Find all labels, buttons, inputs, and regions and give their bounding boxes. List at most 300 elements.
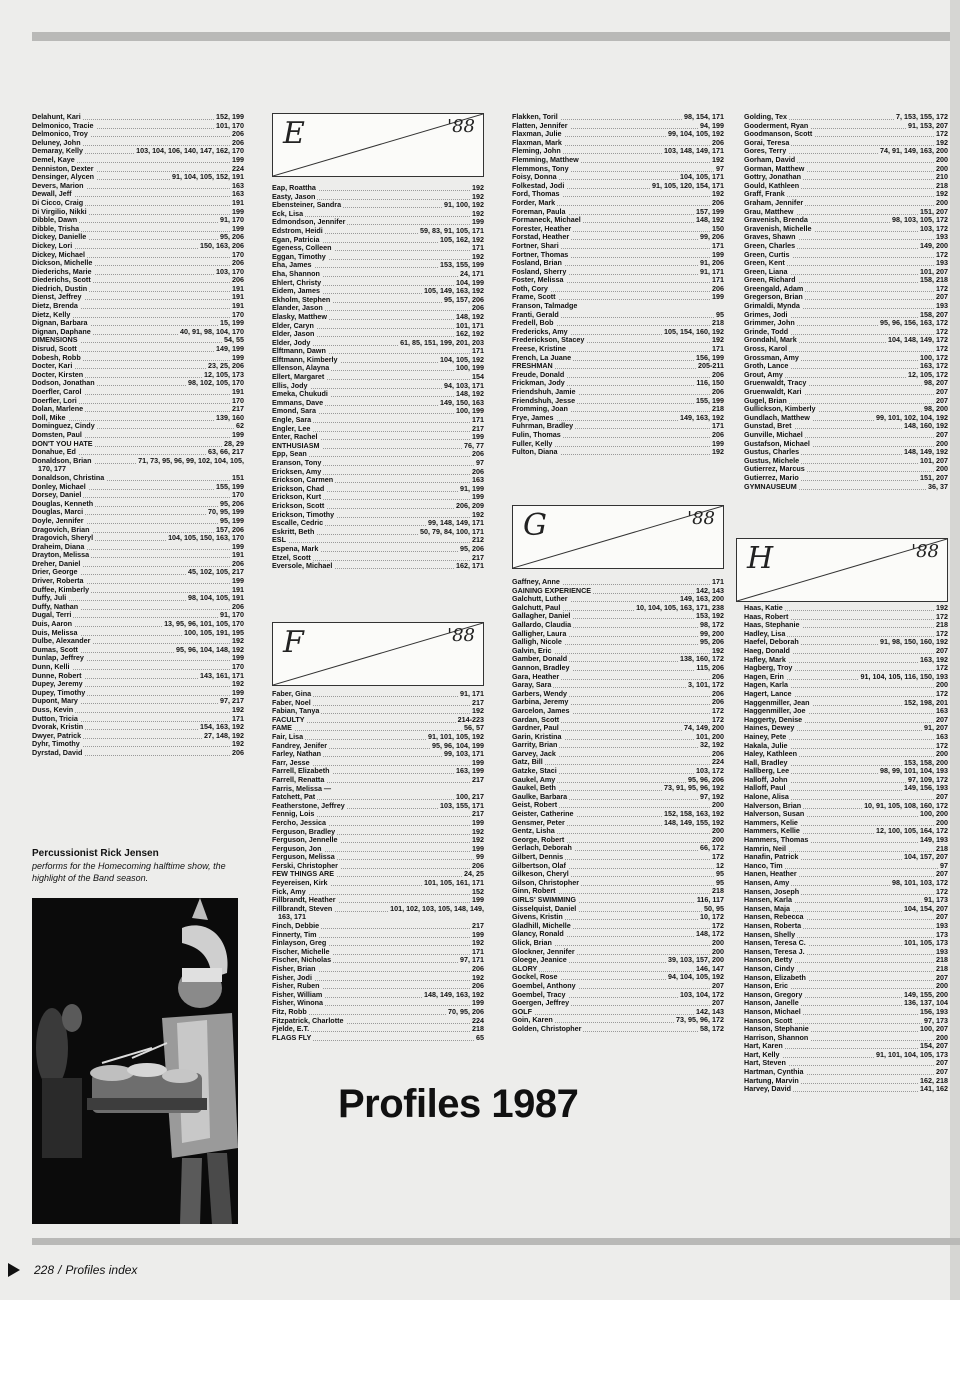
entry-name: FRESHMAN	[512, 362, 553, 371]
entry-name: Egan, Patricia	[272, 235, 320, 244]
entry-pages: 206	[232, 259, 244, 268]
index-entry	[512, 379, 724, 388]
entry-name: Folkestad, Jodi	[512, 181, 565, 190]
entry-name: Dreher, Daniel	[32, 559, 81, 568]
entry-pages: 101, 105, 173	[904, 939, 948, 948]
index-entry	[512, 776, 724, 785]
entry-name: Gundlach, Matthew	[744, 413, 810, 422]
index-entry	[32, 405, 244, 414]
index-entry	[32, 225, 244, 234]
index-entry	[512, 896, 724, 905]
entry-name: Garcelon, James	[512, 706, 570, 715]
entry-name: Hammers, Thomas	[744, 836, 809, 845]
entry-pages: 139, 160	[216, 413, 244, 422]
index-entry	[512, 259, 724, 268]
index-entry	[744, 724, 948, 733]
entry-name: Hainey, Pete	[744, 732, 787, 741]
entry-name: Foster, Melissa	[512, 276, 564, 285]
entry-name: Geister, Catherine	[512, 810, 574, 819]
entry-name: 170, 177	[38, 465, 66, 474]
index-entry	[512, 913, 724, 922]
index-entry	[512, 664, 724, 673]
index-entry	[32, 414, 244, 423]
entry-pages: 98, 102, 105, 170	[188, 379, 244, 388]
entry-name: Farr, Jesse	[272, 758, 310, 767]
index-entry	[512, 750, 724, 759]
index-entry	[744, 853, 948, 862]
entry-pages: 199	[472, 844, 484, 853]
index-entry	[512, 199, 724, 208]
index-entry	[32, 182, 244, 191]
entry-name: Drayton, Melissa	[32, 551, 90, 560]
entry-name: Duis, Melissa	[32, 628, 78, 637]
index-entry	[272, 416, 484, 425]
entry-name: Erickson, Scott	[272, 501, 325, 510]
index-entry	[272, 356, 484, 365]
entry-pages: 207	[712, 981, 724, 990]
entry-pages: 162, 218	[920, 1076, 948, 1085]
entry-pages: 100, 199	[456, 364, 484, 373]
entry-name: Fisher, Jodi	[272, 973, 312, 982]
index-entry	[744, 233, 948, 242]
entry-pages: 97, 173	[924, 1016, 948, 1025]
entry-name: Farris, Melissa —	[272, 784, 332, 793]
index-entry	[744, 638, 948, 647]
entry-pages: 101, 207	[920, 456, 948, 465]
entry-name: Glancy, Ronald	[512, 930, 564, 939]
entry-name: Donahue, Ed	[32, 448, 76, 457]
index-entry	[32, 190, 244, 199]
entry-pages: 192	[472, 184, 484, 192]
index-entry	[744, 931, 948, 940]
entry-name: Duffy, Nathan	[32, 602, 79, 611]
index-entry	[32, 749, 244, 758]
entry-pages: 104, 199	[456, 278, 484, 287]
entry-name: Gara, Heather	[512, 672, 560, 681]
entry-name: Farrell, Elizabeth	[272, 767, 330, 776]
entry-pages: 97, 217	[220, 697, 244, 706]
index-entry	[512, 242, 724, 251]
index-entry	[512, 767, 724, 776]
entry-name: Elftmann, Kimberly	[272, 355, 338, 364]
entry-name: Hanson, Eric	[744, 982, 788, 991]
index-entry	[272, 450, 484, 459]
index-entry	[272, 896, 484, 905]
entry-name: Frickman, Jody	[512, 379, 565, 388]
entry-name: Elder, Jason	[272, 330, 315, 339]
index-entry	[512, 879, 724, 888]
index-entry	[272, 339, 484, 348]
index-entry	[744, 440, 948, 449]
index-entry	[512, 440, 724, 449]
index-entry	[744, 1068, 948, 1077]
entry-pages: 65	[476, 1033, 484, 1042]
entry-pages: 206	[712, 689, 724, 698]
entry-name: Gerlach, Deborah	[512, 844, 572, 853]
index-entry	[744, 293, 948, 302]
index-entry	[744, 388, 948, 397]
entry-pages: 104, 154, 207	[904, 904, 948, 913]
entry-name: GAINING EXPERIENCE	[512, 586, 592, 595]
index-entry	[272, 433, 484, 442]
index-entry	[32, 139, 244, 148]
entry-pages: 170	[232, 491, 244, 500]
entry-pages: 148, 192	[456, 312, 484, 321]
entry-name: Grimaldi, Mynda	[744, 302, 800, 311]
entry-pages: 200	[936, 465, 948, 474]
index-entry	[744, 827, 948, 836]
entry-pages: 200	[936, 198, 948, 207]
entry-pages: 224	[472, 1016, 484, 1025]
entry-name: Hanson, Gregory	[744, 990, 803, 999]
index-entry	[272, 184, 484, 193]
index-entry	[512, 784, 724, 793]
entry-name: Gardan, Scott	[512, 715, 560, 724]
index-column-f	[272, 690, 484, 1042]
entry-name: Erickson, Kurt	[272, 493, 322, 502]
entry-pages: 199	[232, 155, 244, 164]
entry-name: Delahunt, Kari	[32, 113, 81, 121]
index-entry	[744, 922, 948, 931]
page-edge-shadow	[950, 0, 960, 1300]
entry-pages: 172	[712, 921, 724, 930]
entry-name: GLORY	[512, 964, 538, 973]
entry-name: Hanafin, Patrick	[744, 853, 799, 862]
index-entry	[744, 156, 948, 165]
entry-pages: 172	[936, 741, 948, 750]
index-entry	[272, 819, 484, 828]
index-entry	[744, 285, 948, 294]
entry-name: Green, Liana	[744, 267, 788, 276]
index-entry	[512, 621, 724, 630]
entry-name: FLAGS FLY	[272, 1033, 312, 1042]
entry-name: Fulton, Diana	[512, 448, 558, 457]
entry-name: Gorai, Teresa	[744, 138, 790, 147]
entry-name: Eck, Lisa	[272, 209, 304, 218]
entry-pages: 163, 192	[920, 655, 948, 664]
index-entry	[272, 287, 484, 296]
entry-name: Fillbrandt, Steven	[272, 904, 333, 913]
entry-name: Gilbertson, Olaf	[512, 861, 566, 870]
index-entry	[32, 491, 244, 500]
entry-name: Elder, Jody	[272, 338, 311, 347]
entry-name: Gutierrez, Mario	[744, 473, 799, 482]
entry-pages: 200	[936, 164, 948, 173]
entry-name: Formaneck, Michael	[512, 216, 581, 225]
entry-name: Freude, Donald	[512, 370, 565, 379]
entry-name: Doerfler, Carol	[32, 388, 82, 396]
entry-name: Eranson, Tony	[272, 459, 322, 467]
entry-pages: 163, 172	[920, 362, 948, 371]
entry-pages: 218	[712, 887, 724, 896]
entry-name: Garvey, Jack	[512, 749, 556, 758]
entry-pages: 13, 95, 96, 101, 105, 170	[164, 620, 244, 629]
entry-name: Dodson, Jonathan	[32, 379, 95, 388]
index-entry	[512, 122, 724, 131]
entry-name: GYMNAUSEUM	[744, 482, 797, 491]
entry-name: Goergen, Jeffrey	[512, 999, 570, 1008]
entry-name: Givens, Kristin	[512, 913, 563, 922]
index-entry	[272, 905, 484, 914]
entry-pages: 192	[472, 252, 484, 261]
entry-pages: 171	[712, 345, 724, 354]
entry-pages: 97, 109, 172	[908, 775, 948, 784]
entry-pages: 191	[232, 388, 244, 396]
entry-pages: 156, 199	[696, 353, 724, 362]
entry-pages: 98, 172	[700, 620, 724, 629]
entry-pages: 206	[472, 450, 484, 459]
entry-pages: 171	[712, 422, 724, 431]
entry-name: Galligher, Laura	[512, 629, 567, 638]
entry-pages: 104, 157, 207	[904, 853, 948, 862]
triangle-icon	[8, 1263, 20, 1277]
index-entry	[272, 373, 484, 382]
entry-pages: 192	[712, 646, 724, 655]
entry-name: Fillbrandt, Heather	[272, 896, 336, 905]
entry-name: DIMENSIONS	[32, 336, 78, 345]
entry-name: Gilbert, Dennis	[512, 853, 564, 861]
entry-pages: 58, 172	[700, 1024, 724, 1033]
entry-pages: 157, 199	[696, 207, 724, 216]
entry-name: Halverson, Susan	[744, 810, 805, 819]
entry-name: Hanson, Scott	[744, 1016, 793, 1025]
index-entry	[744, 208, 948, 217]
dot-leader	[512, 1014, 724, 1015]
entry-name: Fisher, Ruben	[272, 982, 320, 991]
entry-name: 163, 171	[278, 913, 306, 922]
entry-pages: 218	[936, 621, 948, 630]
entry-name: Haines, Dewey	[744, 724, 795, 733]
index-entry	[512, 165, 724, 174]
entry-name: Gugel, Brian	[744, 396, 787, 405]
index-entry	[744, 1059, 948, 1068]
index-column-h	[744, 604, 948, 1094]
entry-name: Haeg, Donald	[744, 646, 790, 655]
entry-name: Green, Kent	[744, 259, 785, 268]
index-entry	[744, 268, 948, 277]
entry-name: Douglas, Kenneth	[32, 499, 94, 508]
entry-name: Enter, Rachel	[272, 433, 318, 442]
entry-pages: 148, 149, 155, 192	[664, 818, 724, 827]
index-entry	[512, 208, 724, 217]
index-entry	[32, 242, 244, 251]
entry-name: Hanco, Tim	[744, 861, 783, 870]
index-entry	[744, 879, 948, 888]
entry-pages: 91, 104, 105, 152, 191	[172, 173, 244, 182]
index-entry	[744, 1017, 948, 1026]
entry-name: Fisher, Winona	[272, 999, 324, 1008]
entry-pages: 199	[232, 688, 244, 697]
entry-name: Gorman, Matthew	[744, 164, 805, 173]
entry-pages: 104, 148, 149, 172	[888, 336, 948, 345]
index-entry	[272, 939, 484, 948]
index-entry	[272, 1025, 484, 1034]
entry-name: Emond, Sara	[272, 407, 316, 416]
index-entry	[512, 595, 724, 604]
entry-pages: 70, 95, 199	[208, 508, 244, 517]
entry-name: Epp, Sean	[272, 450, 307, 459]
entry-pages: 193	[936, 921, 948, 930]
entry-pages: 206	[712, 672, 724, 681]
index-entry	[744, 802, 948, 811]
index-entry	[272, 699, 484, 708]
entry-name: Dibble, Trisha	[32, 224, 80, 233]
entry-name: Gardner, Paul	[512, 724, 559, 733]
index-entry	[272, 767, 484, 776]
entry-name: Dewall, Jeff	[32, 190, 72, 199]
index-entry	[512, 293, 724, 302]
entry-name: Hansen, Shelly	[744, 930, 796, 939]
index-entry	[512, 190, 724, 199]
index-entry	[512, 844, 724, 853]
entry-name: Draheim, Diana	[32, 542, 85, 551]
entry-pages: 154, 163, 192	[200, 723, 244, 732]
entry-pages: 207	[936, 793, 948, 802]
entry-pages: 151	[232, 473, 244, 482]
entry-pages: 98, 207	[924, 379, 948, 388]
entry-pages: 162, 171	[456, 562, 484, 571]
index-entry	[32, 293, 244, 302]
index-entry	[512, 225, 724, 234]
entry-name: Foreman, Paula	[512, 207, 566, 216]
entry-pages: 217	[472, 553, 484, 562]
entry-pages: 199	[232, 224, 244, 233]
entry-name: Goodmanson, Scott	[744, 130, 813, 139]
entry-name: Gustus, Charles	[744, 448, 800, 457]
entry-pages: 152, 198, 201	[904, 698, 948, 707]
entry-pages: 23, 25, 206	[208, 362, 244, 371]
entry-name: Flatten, Jennifer	[512, 121, 568, 130]
entry-pages: 27, 148, 192	[204, 731, 244, 740]
entry-name: Erickson, Timothy	[272, 510, 335, 519]
page-number: 228	[34, 1262, 55, 1277]
index-entry	[512, 716, 724, 725]
entry-pages: 103, 155, 171	[440, 801, 484, 810]
entry-name: Douglas, Marci	[32, 508, 84, 517]
entry-name: Fick, Amy	[272, 887, 306, 896]
entry-name: Hakala, Julie	[744, 741, 788, 750]
entry-pages: 218	[472, 1025, 484, 1034]
entry-pages: 148, 160, 192	[904, 422, 948, 431]
entry-name: Graham, Jennifer	[744, 198, 804, 207]
index-entry	[32, 173, 244, 182]
entry-name: Elftmann, Dawn	[272, 347, 326, 356]
index-entry	[32, 697, 244, 706]
entry-pages: 206	[712, 370, 724, 379]
entry-pages: 91, 199	[460, 484, 484, 493]
entry-pages: 56, 57	[464, 724, 484, 733]
entry-pages: 99, 206	[700, 233, 724, 242]
index-entry	[512, 173, 724, 182]
entry-name: Ferguson, Jennelle	[272, 836, 338, 845]
index-entry	[32, 672, 244, 681]
index-entry	[32, 517, 244, 526]
index-entry	[272, 956, 484, 965]
index-entry	[744, 750, 948, 759]
index-entry	[32, 543, 244, 552]
index-entry	[744, 845, 948, 854]
footer-separator: /	[58, 1262, 62, 1277]
entry-name: Dietz, Brenda	[32, 302, 78, 311]
top-rule	[32, 32, 960, 41]
entry-pages: 142, 143	[696, 586, 724, 595]
entry-pages: 141, 162	[920, 1085, 948, 1094]
entry-name: Fredericks, Amy	[512, 327, 568, 336]
entry-name: Dominguez, Cindy	[32, 422, 95, 431]
index-entry	[272, 931, 484, 940]
entry-name: Disrud, Scott	[32, 345, 77, 354]
index-entry	[32, 422, 244, 431]
entry-name: French, La Juane	[512, 353, 572, 362]
entry-name: Graff, Frank	[744, 190, 785, 199]
footer-section-name: Profiles index	[65, 1262, 138, 1277]
index-entry	[744, 397, 948, 406]
entry-pages: 206	[712, 284, 724, 293]
entry-pages: 99, 104, 105, 192	[668, 130, 724, 139]
entry-pages: 218	[936, 844, 948, 853]
entry-pages: 207	[936, 396, 948, 405]
entry-pages: 206	[712, 138, 724, 147]
entry-name: Fuller, Kelly	[512, 439, 553, 448]
entry-name: Doll, Mike	[32, 413, 66, 422]
index-entry	[512, 655, 724, 664]
entry-pages: 40, 91, 98, 104, 170	[180, 327, 244, 336]
entry-pages: 199	[472, 999, 484, 1008]
entry-pages: 103, 172	[920, 224, 948, 233]
entry-pages: 193	[936, 259, 948, 268]
entry-pages: 206	[232, 602, 244, 611]
entry-pages: 116, 150	[696, 379, 724, 388]
entry-pages: 98, 200	[924, 405, 948, 414]
entry-pages: 24, 25	[464, 870, 484, 879]
index-entry	[512, 604, 724, 613]
entry-name: Driver, Roberta	[32, 577, 84, 586]
entry-pages: 91, 171	[460, 690, 484, 698]
entry-pages: 191	[232, 293, 244, 302]
entry-name: Ekholm, Stephen	[272, 295, 331, 304]
entry-pages: 97	[716, 164, 724, 173]
entry-pages: 212	[472, 536, 484, 545]
index-entry	[512, 647, 724, 656]
entry-name: Ellert, Margaret	[272, 373, 325, 382]
entry-pages: 217	[472, 810, 484, 819]
entry-name: Dietz, Kelly	[32, 310, 71, 319]
entry-name: Dibble, Dawn	[32, 216, 78, 225]
index-entry	[272, 364, 484, 373]
entry-name: Garbers, Wendy	[512, 689, 567, 698]
index-entry	[512, 319, 724, 328]
entry-name: Forester, Heather	[512, 224, 572, 233]
index-entry	[272, 485, 484, 494]
index-entry	[744, 793, 948, 802]
index-entry	[32, 379, 244, 388]
entry-name: Gottry, Jonathan	[744, 173, 801, 182]
entry-name: Frame, Scott	[512, 293, 556, 302]
entry-name: Hansen, Amy	[744, 879, 790, 887]
index-entry	[512, 612, 724, 621]
index-entry	[744, 690, 948, 699]
index-column-g-continued	[744, 113, 948, 491]
index-entry	[512, 801, 724, 810]
section-letter: H	[747, 541, 774, 576]
index-entry	[744, 371, 948, 380]
entry-pages: 94, 199	[700, 121, 724, 130]
entry-pages: 91, 105, 120, 154, 171	[652, 181, 724, 190]
entry-pages: 206	[232, 559, 244, 568]
entry-name: Haggenmiller, Joe	[744, 707, 806, 716]
section-header-f	[272, 622, 484, 686]
entry-pages: 149, 163, 200	[680, 595, 724, 604]
